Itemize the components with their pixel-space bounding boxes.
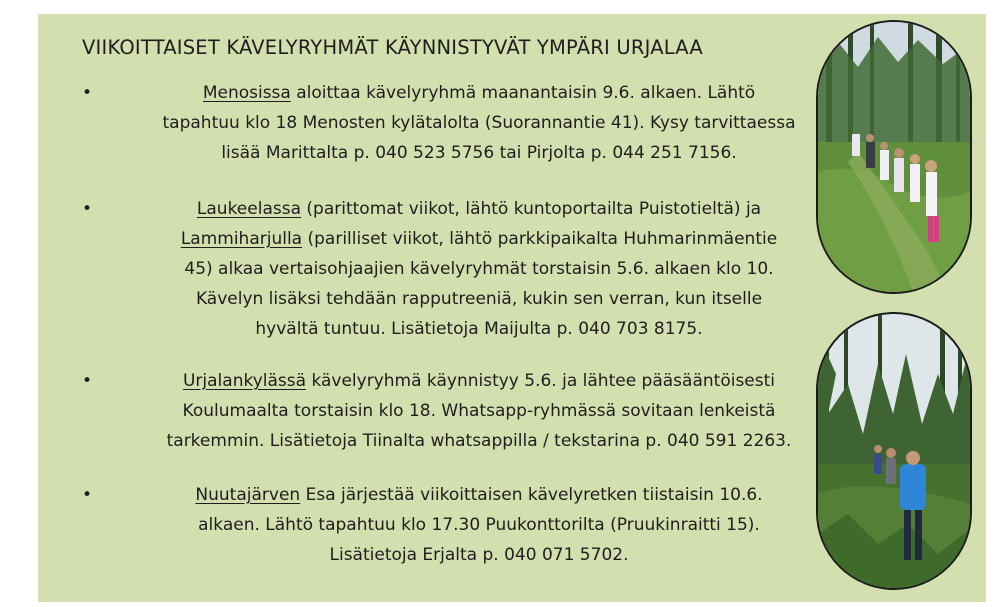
place-name: Menosissa: [202, 83, 291, 103]
forest-walk-photo-bottom: [816, 312, 972, 590]
item-text: Laukeelassa (parittomat viikot, lähtö kuntoportailta Puistotieltä) ja Lammiharjulla (parilliset viikot, lähtö parkkipaikalta Huhmarinmäentie 45) alkaa vertaisohjaajien kävelyryhmät torstaisin 5.6. alkaen klo 10. Kävelyn lisäksi tehdään rapputreeniä, kukin sen verran, kun itselle hyvältä tuntuu. Lisätietoja Maijulta p. 040 703 8175.: [180, 199, 778, 339]
list-item-urjalankylassa: [66, 366, 836, 456]
item-text: Nuutajärven Esa järjestää viikoittaisen kävelyretken tiistaisin 10.6. alkaen. Lähtö tapahtuu klo 17.30 Puukonttorilta (Pruukinraitti 15). Lisätietoja Erjalta p. 040 071 5702.: [195, 485, 763, 565]
forest-walk-image: [818, 314, 970, 588]
bullet: •: [82, 371, 93, 391]
announcement-card: [38, 14, 986, 602]
list-item-nuutajarven: [66, 480, 836, 570]
forest-walk-image: [818, 22, 970, 292]
item-text: Urjalankylässä kävelyryhmä käynnistyy 5.6. ja lähtee pääsääntöisesti Koulumaalta torstaisin klo 18. Whatsapp-ryhmässä sovitaan lenkeistä tarkemmin. Lisätietoja Tiinalta whatsappilla / tekstarina p. 040 591 2263.: [166, 371, 792, 451]
place-name-secondary: Lammiharjulla: [180, 229, 303, 249]
forest-walk-photo-top: [816, 20, 972, 294]
item-text: Menosissa aloittaa kävelyryhmä maanantaisin 9.6. alkaen. Lähtö tapahtuu klo 18 Menosten kylätalolta (Suorannantie 41). Kysy tarvittaessa lisää Marittalta p. 040 523 5756 tai Pirjolta p. 044 251 7156.: [162, 83, 796, 163]
place-name: Laukeelassa: [196, 199, 301, 219]
bullet: •: [82, 485, 93, 505]
bullet: •: [82, 83, 93, 103]
list-item-laukeelassa: [66, 194, 836, 344]
announcement-title: VIIKOITTAISET KÄVELYRYHMÄT KÄYNNISTYVÄT YMPÄRI URJALAA: [82, 36, 703, 59]
place-name: Nuutajärven: [195, 485, 301, 505]
place-name: Urjalankylässä: [182, 371, 307, 391]
list-item-menosissa: [66, 78, 836, 168]
bullet: •: [82, 199, 93, 219]
